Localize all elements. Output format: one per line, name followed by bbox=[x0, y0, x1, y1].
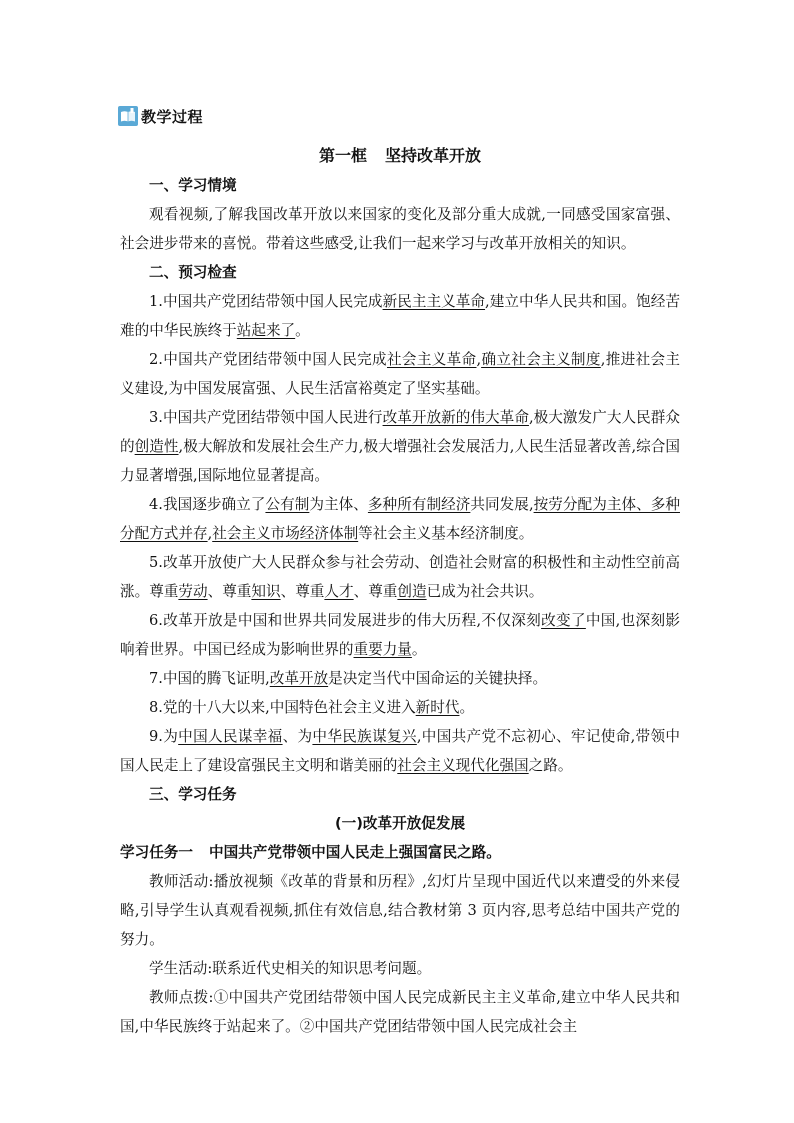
preview-item-2: 2.中国共产党团结带领中国人民完成社会主义革命,确立社会主义制度,推进社会主义建设,为中国发展富强、人民生活富裕奠定了坚实基础。 bbox=[120, 351, 680, 397]
preview-item-9: 9.为中国人民谋幸福、为中华民族谋复兴,中国共产党不忘初心、牢记使命,带领中国人民走上了建设富强民主文明和谐美丽的社会主义现代化强国之路。 bbox=[120, 728, 680, 774]
task-heading: 学习任务一 中国共产党带领中国人民走上强国富民之路。 bbox=[120, 844, 501, 861]
subsection-title: (一)改革开放促发展 bbox=[334, 815, 466, 832]
lesson-title-text: 坚持改革开放 bbox=[385, 146, 482, 165]
section-header bbox=[118, 104, 203, 128]
preview-item-3: 3.中国共产党团结带领中国人民进行改革开放新的伟大革命,极大激发广大人民群众的创造性,极大解放和发展社会生产力,极大增强社会发展活力,人民生活显著改善,综合国力显著增强,国际地位显著提高。 bbox=[120, 409, 680, 484]
book-icon bbox=[118, 106, 138, 126]
preview-item-6: 6.改革开放是中国和世界共同发展进步的伟大历程,不仅深刻改变了中国,也深刻影响着世界。中国已经成为影响世界的重要力量。 bbox=[120, 612, 680, 658]
section-heading-3: 三、学习任务 bbox=[149, 786, 237, 803]
paragraph-intro: 观看视频,了解我国改革开放以来国家的变化及部分重大成就,一同感受国家富强、社会进步带来的喜悦。带着这些感受,让我们一起来学习与改革开放相关的知识。 bbox=[120, 206, 680, 252]
lesson-title bbox=[120, 142, 680, 170]
document-body bbox=[120, 142, 680, 1041]
student-activity: 学生活动:联系近代史相关的知识思考问题。 bbox=[149, 960, 432, 977]
preview-item-5: 5.改革开放使广大人民群众参与社会劳动、创造社会财富的积极性和主动性空前高涨。尊重劳动、尊重知识、尊重人才、尊重创造已成为社会共识。 bbox=[120, 554, 680, 600]
preview-item-4: 4.我国逐步确立了公有制为主体、多种所有制经济共同发展,按劳分配为主体、多种分配方式并存,社会主义市场经济体制等社会主义基本经济制度。 bbox=[120, 496, 680, 542]
section-heading-1: 一、学习情境 bbox=[149, 177, 237, 194]
header-title: 教学过程 bbox=[141, 107, 204, 126]
section-heading-2: 二、预习检查 bbox=[149, 264, 237, 281]
teacher-activity: 教师活动:播放视频《改革的背景和历程》,幻灯片呈现中国近代以来遭受的外来侵略,引导学生认真观看视频,抓住有效信息,结合教材第 3 页内容,思考总结中国共产党的努力。 bbox=[120, 873, 680, 948]
preview-item-7: 7.中国的腾飞证明,改革开放是决定当代中国命运的关键抉择。 bbox=[149, 670, 548, 687]
preview-item-1: 1.中国共产党团结带领中国人民完成新民主主义革命,建立中华人民共和国。饱经苦难的中华民族终于站起来了。 bbox=[120, 293, 680, 339]
lesson-title-number: 第一框 bbox=[318, 146, 367, 165]
teacher-guidance: 教师点拨:①中国共产党团结带领中国人民完成新民主主义革命,建立中华人民共和国,中华民族终于站起来了。②中国共产党团结带领中国人民完成社会主 bbox=[120, 989, 680, 1035]
preview-item-8: 8.党的十八大以来,中国特色社会主义进入新时代。 bbox=[149, 699, 475, 716]
